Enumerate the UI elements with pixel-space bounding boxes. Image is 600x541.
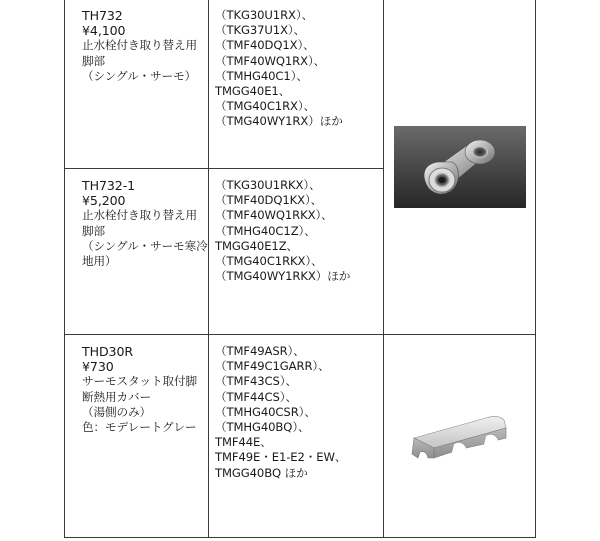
product-description-line: 地用） [82,254,117,269]
product-description-line: 断熱用カバー [82,389,151,404]
product-description-line: （シングル・サーモ） [82,68,197,83]
product-description-line: 止水栓付き取り替え用 [82,208,197,223]
compatible-model: TMGG40E1Z、 [215,238,299,253]
compatible-model: （TMF44CS）、 [215,389,297,404]
product-code: TH732 [82,8,123,23]
product-code: TH732-1 [82,178,136,193]
compatible-model: （TMHG40C1Z）、 [215,223,316,238]
compatible-model: （TMG40C1RX）、 [215,99,316,114]
compatible-model: （TMHG40BQ）、 [215,420,310,435]
product-description-line: （シングル・サーモ寒冷 [82,238,208,253]
product-description-line: 止水栓付き取り替え用 [82,38,197,53]
product-price: ¥5,200 [82,193,126,209]
product-code-cell [65,169,209,335]
product-description-line: 色：モデレートグレー [82,420,197,435]
compatible-model: （TMG40WY1RX）ほか [215,114,343,129]
compatible-model: （TMF40WQ1RX）、 [215,53,326,68]
product-description-line: 脚部 [82,53,105,68]
compatible-model: TMGG40BQ ほか [215,465,308,480]
compatible-models-cell [209,335,384,538]
compatible-model: （TMF49ASR）、 [215,344,305,358]
compatible-models-cell [209,0,384,169]
compatible-model: （TKG30U1RKX）、 [215,178,321,192]
product-description-line: 脚部 [82,223,105,238]
chrome-faucet-leg-image [394,126,526,208]
compatible-model: （TMG40C1RKX）、 [215,254,323,269]
compatible-model: （TKG37U1X）、 [215,23,306,38]
compatible-model: TMF44E、 [215,435,272,450]
grey-insulation-cover-image [406,408,514,464]
compatible-model: （TKG30U1RX）、 [215,8,314,22]
compatible-model: TMGG40E1、 [215,84,291,99]
table-row [65,335,536,538]
compatible-models-cell [209,169,384,335]
table-row [65,0,536,169]
compatible-model: TMF49E・E1-E2・EW、 [215,450,347,465]
product-code-cell [65,0,209,169]
compatible-model: （TMF40WQ1RKX）、 [215,208,333,223]
compatible-model: （TMF40DQ1X）、 [215,38,315,53]
compatible-model: （TMF40DQ1KX）、 [215,193,323,208]
product-price: ¥730 [82,359,114,375]
product-image-cell [384,0,536,335]
compatible-model: （TMHG40C1）、 [215,68,308,83]
product-code: THD30R [82,344,134,359]
product-code-cell [65,335,209,538]
compatible-model: （TMF49C1GARR）、 [215,359,330,374]
product-description-line: サーモスタット取付脚 [82,374,197,389]
compatible-model: （TMHG40CSR）、 [215,404,316,419]
product-price: ¥4,100 [82,23,126,39]
compatible-model: （TMF43CS）、 [215,374,297,389]
product-description-line: （湯側のみ） [82,404,151,419]
parts-table [64,0,536,538]
compatible-model: （TMG40WY1RKX）ほか [215,269,351,284]
product-image-cell [384,335,536,538]
